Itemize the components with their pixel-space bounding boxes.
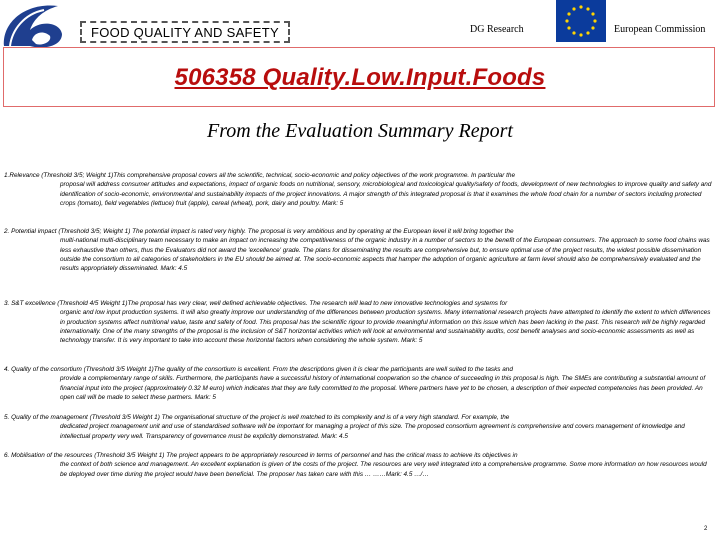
criterion-body: provide a complementary range of skills. Furthermore, the participants have a successful history of international cooperation so the chance of succeeding in this proposal is high. The SMEs are contributing a substantial amount of financial input into the project (approximately 0.32 M euro) which indicates that they are fully committed to the proposal. Where partners have yet to be chosen, a description of their expected competencies has been provided. An open call will be made to select these partners. Mark: 5 (60, 375, 706, 401)
criterion-lead: 2. Potential impact (Threshold 3/5; Weight 1) The potential impact is rated very highly. The proposal is very ambitious and by operating at the European level it will bring together the (4, 228, 514, 235)
page-subtitle: From the Evaluation Summary Report (207, 120, 513, 142)
criterion-relevance (4, 171, 712, 208)
page-number: 2 (704, 526, 708, 532)
page-title: 506358 Quality.Low.Input.Foods (174, 64, 546, 91)
criterion-body: multi-national multi-disciplinary team necessary to make an impact on increasing the competitiveness of the organic industry in a number of sectors to the benefit of the European consumers. The approach to some food chains was less exhaustive than others, thus the Evaluators did not award the 'excellence' grade. The plans for disseminating the results are comprehensive but, to ensure optimal use of the project results, the widest possible dissemination outside the consortium to all categories of stakeholders in the EU should be aimed at. The socio-economic aspects that hamper the adoption of organic agriculture at farm level should also be comprehensively evaluated and the results appropriately disseminated. Mark: 4.5 (60, 237, 710, 273)
criterion-lead: 6. Mobilisation of the resources (Threshold 3/5 Weight 1) The project appears to be appropriately resourced in terms of personnel and has the critical mass to achieve its objectives in (4, 452, 518, 459)
criterion-potential-impact (4, 227, 712, 273)
dg-research-label: DG Research (470, 24, 524, 35)
criterion-lead: 5. Quality of the management (Threshold 3/5 Weight 1) The organisational structure of the project is well matched to its complexity and is of a very high standard. For example, the (4, 414, 510, 421)
criterion-body: dedicated project management unit and use of standardised software will be important for managing a project of this size. The proposed consortium agreement is comprehensive and covers management of knowledge and intellectual property very well. Transparency of governance must be explicitly demonstrated. Mark: 4.5 (60, 423, 685, 440)
criterion-st-excellence (4, 299, 712, 345)
european-commission-label: European Commission (614, 24, 706, 35)
criterion-body: the context of both science and management. An excellent explanation is given of the costs of the project. The resources are very well integrated into a comprehensive programme. Some more information on how resources would be deployed over time during the project would have been beneficial. The proposer has taken care with this … ……Mark: 4.5 …/… (60, 461, 707, 478)
criterion-resources (4, 451, 712, 479)
programme-label: FOOD QUALITY AND SAFETY (80, 21, 290, 43)
fp6-logo-icon (0, 0, 80, 50)
eu-flag-icon (556, 0, 606, 42)
criterion-body: organic and low input production systems. It will also greatly improve our understanding of the differences between production systems. Many international research projects have attempted to identify the extent to which differences in production systems affect nutritional value, taste and safety of food. This proposal has the scientific rigour to provide meaningful information on this issue which has been lacking in the past. This research will be highly regarded internationally. One of the many strengths of the proposal is the inclusion of S&T horizontal activities which will look at environmental and sustainability audits, cost benefit analyses and socio-economic assessments as well as technology transfer. It is very important to take into account these horizontal factors when considering the whole system. Mark: 5 (60, 309, 711, 345)
criterion-lead: 1.Relevance (Threshold 3/5; Weight 1)This comprehensive proposal covers all the scientific, technical, socio-economic and policy objectives of the work programme. In particular the (4, 172, 516, 179)
criterion-body: proposal will address consumer attitudes and expectations, impact of organic foods on nutritional, sensory, microbiological and toxicological quality/safety of foods, development of new technologies to improve quality and safety and identification of socio-economic, environmental and sustainability impacts of the project innovations. A major strength of this integrated proposal is that it examines the whole food chain for a number of sectors including protected crops (tomato), field vegetables (lettuce) fruit (apple), cereal (wheat), pork, dairy and poultry. Mark: 5 (60, 181, 712, 207)
criterion-consortium-quality (4, 365, 712, 402)
criterion-lead: 4. Quality of the consortium (Threshold 3/5 Weight 1)The quality of the consortium is excellent. From the descriptions given it is clear the participants are well suited to the tasks and (4, 366, 513, 373)
criterion-management-quality (4, 413, 712, 441)
criterion-lead: 3. S&T excellence (Threshold 4/5 Weight 1)The proposal has very clear, well defined achievable objectives. The research will lead to new innovative technologies and systems for (4, 300, 508, 307)
